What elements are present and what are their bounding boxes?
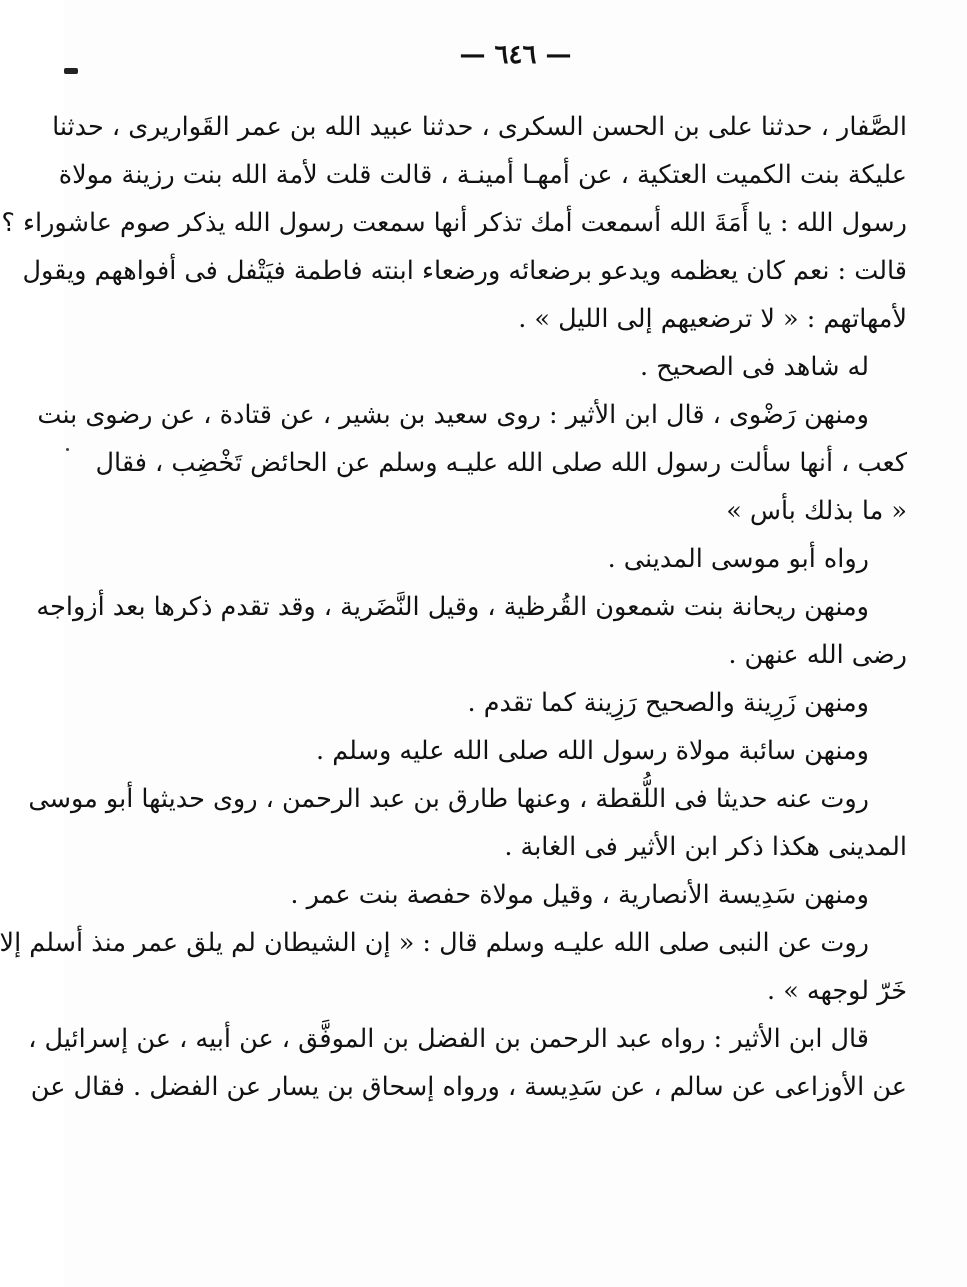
text-line: ومنهن رَضْوى ، قال ابن الأثير : روى سعيد بن بشير ، عن قتادة ، عن رضوى بنت: [37, 400, 869, 430]
text-line: رواه أبو موسى المدينى .: [607, 544, 869, 574]
margin-dot: [66, 448, 69, 451]
text-line: المدينى هكذا ذكر ابن الأثير فى الغابة .: [504, 832, 907, 862]
text-line: كعب ، أنها سألت رسول الله صلى الله عليـه وسلم عن الحائض تَخْضِب ، فقال: [95, 448, 907, 478]
text-line: خَرّ لوجهه » .: [767, 976, 907, 1006]
text-line: ومنهن ريحانة بنت شمعون القُرظية ، وقيل النَّضَرية ، وقد تقدم ذكرها بعد أزواجه: [36, 592, 869, 622]
text-line: الصَّفار ، حدثنا على بن الحسن السكرى ، حدثنا عبيد الله بن عمر القَواريرى ، حدثنا: [52, 112, 907, 142]
text-line: قالت : نعم كان يعظمه ويدعو برضعائه ورضعاء ابنته فاطمة فيَتْفل فى أفواههم ويقول: [22, 256, 907, 286]
text-line: ومنهن سائبة مولاة رسول الله صلى الله عليه وسلم .: [315, 736, 869, 766]
text-line: له شاهد فى الصحيح .: [640, 352, 869, 382]
text-line: روت عن النبى صلى الله عليـه وسلم قال : « إن الشيطان لم يلق عمر منذ أسلم إلا: [0, 928, 869, 958]
text-line: ومنهن سَدِيسة الأنصارية ، وقيل مولاة حفصة بنت عمر .: [290, 880, 869, 910]
text-line: ومنهن زَرِينة والصحيح رَزِينة كما تقدم .: [467, 688, 869, 718]
body-text: [0, 103, 907, 1111]
text-line: عن الأوزاعى عن سالم ، عن سَدِيسة ، ورواه إسحاق بن يسار عن الفضل . فقال عن: [30, 1072, 907, 1102]
text-line: روت عنه حديثا فى اللُّقطة ، وعنها طارق بن عبد الرحمن ، روى حديثها أبو موسى: [28, 784, 869, 814]
page-number: — ٦٤٦ —: [459, 40, 572, 70]
text-line: عليكة بنت الكميت العتكية ، عن أمهـا أمينـة ، قالت قلت لأمة الله بنت رزينة مولاة: [58, 160, 907, 190]
text-line: رسول الله : يا أَمَةَ الله أسمعت أمك تذكر أنها سمعت رسول الله يذكر صوم عاشوراء ؟: [1, 208, 907, 238]
text-line: لأمهاتهم : « لا ترضعيهم إلى الليل » .: [518, 304, 907, 334]
text-line: « ما بذلك بأس »: [726, 496, 907, 526]
text-line: رضى الله عنهن .: [728, 640, 907, 670]
text-line: قال ابن الأثير : رواه عبد الرحمن بن الفضل بن الموفَّق ، عن أبيه ، عن إسرائيل ،: [28, 1024, 869, 1054]
